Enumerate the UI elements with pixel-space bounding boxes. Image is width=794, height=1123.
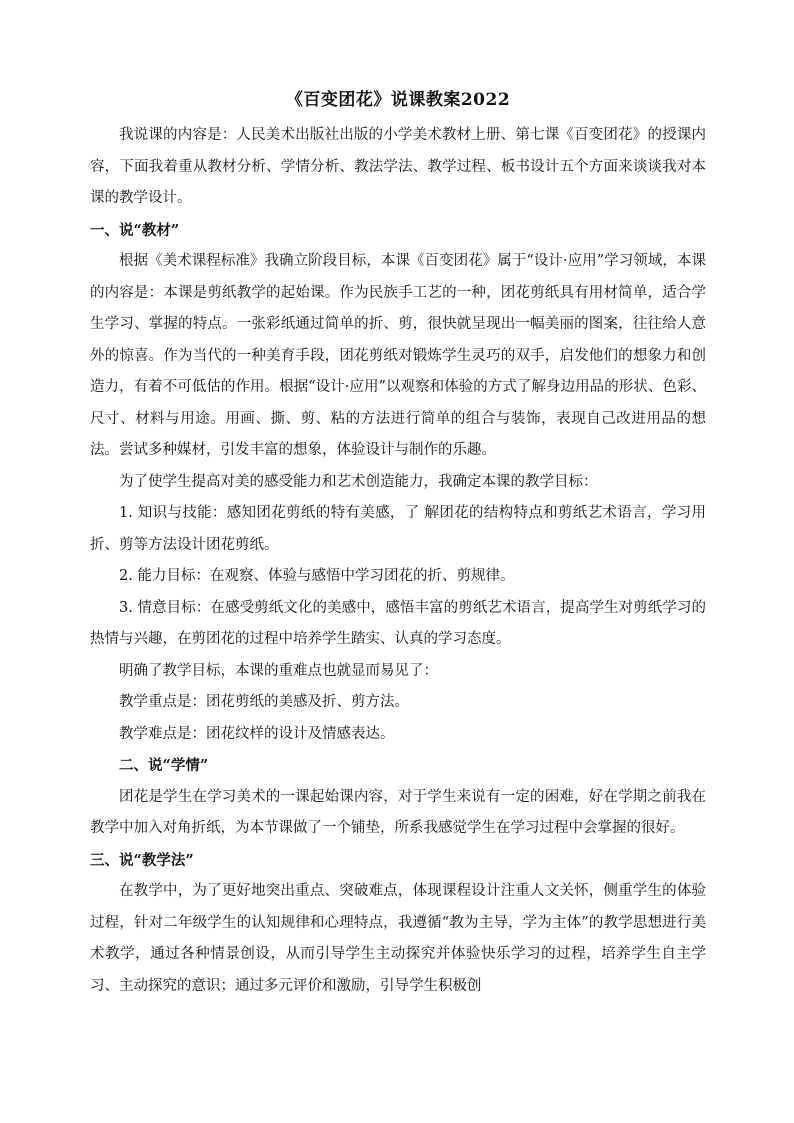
document-body — [90, 88, 706, 1002]
teaching-difficulty: 教学难点是：团花纹样的设计及情感表达。 — [119, 725, 395, 742]
method-paragraph: 在教学中，为了更好地突出重点、突破难点，体现课程设计注重人文关怀，侧重学生的体验过程，针对二年级学生的认知规律和心理特点，我遵循“教为主导，学为主体”的教学思想进行美术教学，通过各种情景创设，从而引导学生主动探究并体验快乐学习的过程，培养学生自主学习、主动探究的意识；通过多元评价和激励，引导学生积极创 — [90, 883, 706, 994]
key-points-intro: 明确了教学目标，本课的重难点也就显而易见了： — [119, 662, 438, 679]
goals-intro-paragraph: 为了使学生提高对美的感受能力和艺术创造能力，我确定本课的教学目标： — [119, 473, 598, 490]
textbook-paragraph: 根据《美术课程标准》我确立阶段目标，本课《百变团花》属于“设计·应用”学习领域，本课的内容是：本课是剪纸教学的起始课。作为民族手工艺的一种，团花剪纸具有用材简单，适合学生学习、掌握的特点。一张彩纸通过简单的折、剪，很快就呈现出一幅美丽的图案，往往给人意外的惊喜。作为当代的一种美育手段，团花剪纸对锻炼学生灵巧的双手，启发他们的想象力和创造力，有着不可低估的作用。根据“设计·应用”以观察和体验的方式了解身边用品的形状、色彩、尺寸、材料与用途。用画、撕、剪、粘的方法进行简单的组合与装饰，表现自己改进用品的想法。尝试多种媒材，引发丰富的想象，体验设计与制作的乐趣。 — [90, 253, 706, 458]
section-heading-textbook: 一、说“教材” — [90, 221, 180, 239]
goal-emotion: 3. 情意目标：在感受剪纸文化的美感中，感悟丰富的剪纸艺术语言，提高学生对剪纸学习的热情与兴趣，在剪团花的过程中培养学生踏实、认真的学习态度。 — [90, 599, 706, 647]
document-title: 《百变团花》说课教案2022 — [285, 90, 511, 110]
student-paragraph: 团花是学生在学习美术的一课起始课内容，对于学生来说有一定的困难，好在学期之前我在教学中加入对角折纸，为本节课做了一个铺垫，所系我感觉学生在学习过程中会掌握的很好。 — [90, 788, 706, 836]
intro-paragraph: 我说课的内容是：人民美术出版社出版的小学美术教材上册、第七课《百变团花》的授课内容，下面我着重从教材分析、学情分析、教法学法、教学过程、板书设计五个方面来谈谈我对本课的教学设计。 — [90, 127, 706, 206]
goal-ability: 2. 能力目标：在观察、体验与感悟中学习团花的折、剪规律。 — [119, 568, 515, 584]
goal-knowledge-skill: 1. 知识与技能：感知团花剪纸的特有美感，了 解团花的结构特点和剪纸艺术语言，学习用折、剪等方法设计团花剪纸。 — [90, 505, 706, 553]
section-heading-student: 二、说“学情” — [119, 757, 209, 774]
section-heading-method: 三、说“教学法” — [90, 851, 194, 869]
teaching-key-point: 教学重点是：团花剪纸的美感及折、剪方法。 — [119, 694, 409, 710]
